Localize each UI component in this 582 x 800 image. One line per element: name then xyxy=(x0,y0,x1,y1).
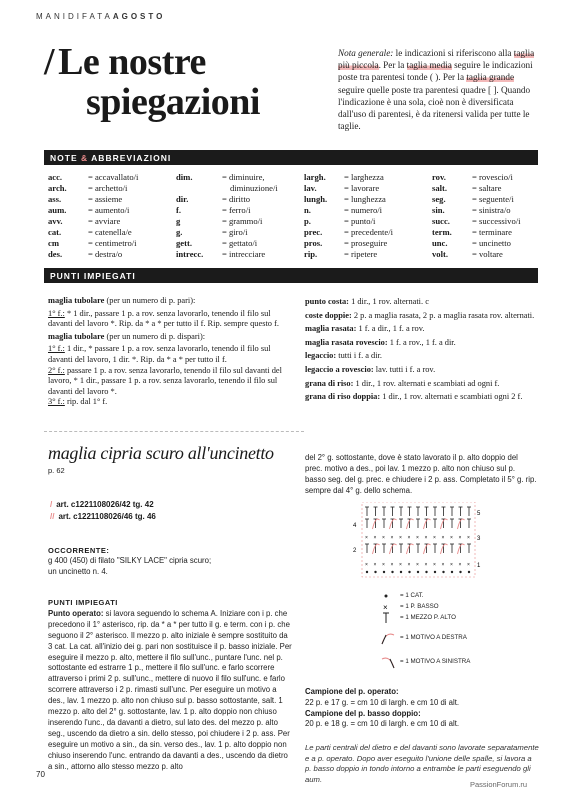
row-label: 1° f.: xyxy=(48,344,65,354)
highlight-small-size: taglia più piccola xyxy=(338,48,535,71)
general-text-2: . Per la xyxy=(378,60,407,71)
tubolare-odd-row3 xyxy=(48,397,288,408)
abbreviation-value: = aumento/i xyxy=(88,205,130,215)
abbreviation-row xyxy=(48,238,138,249)
abbreviation-row xyxy=(432,172,521,183)
stitch-name: punto costa: xyxy=(305,297,349,306)
motif-symbol xyxy=(373,544,380,554)
gauge-1-label: Campione del p. operato: xyxy=(305,687,399,696)
abbreviation-key: seg. xyxy=(432,194,446,204)
stitch-instruction: 1 dir., 1 rov. alternati e scambiati ogni 2 f. xyxy=(380,392,523,402)
general-note xyxy=(338,47,538,132)
abbreviation-value: = diritto xyxy=(222,194,251,204)
single-crochet-symbol: × xyxy=(382,562,385,568)
chart-row-label: 4 xyxy=(353,523,357,529)
notes-bar-text-a: NOTE xyxy=(50,153,81,163)
stitch-name: grana di riso: xyxy=(305,378,354,388)
abbreviation-key: dir. xyxy=(176,194,189,204)
stitch-name: maglia rasata rovescio: xyxy=(305,337,388,347)
legend-label: = 1 P. BASSO xyxy=(400,603,439,610)
chain-symbol xyxy=(468,571,470,573)
abbreviation-key: arch. xyxy=(48,183,67,193)
single-crochet-symbol: × xyxy=(399,535,402,541)
row-label: 1° f.: xyxy=(48,308,65,318)
materials-yarn: g 400 (450) di filato "SILKY LACE" cipria scuro; xyxy=(48,556,212,566)
row-label: 2° f.: xyxy=(48,365,65,375)
abbreviation-key: g xyxy=(176,216,181,226)
abbreviation-key: g. xyxy=(176,227,183,237)
single-crochet-symbol: × xyxy=(365,562,368,568)
abbreviation-value: = numero/i xyxy=(344,205,383,215)
chain-symbol xyxy=(425,571,427,573)
single-crochet-symbol: × xyxy=(407,562,411,568)
title-line-2: spiegazioni xyxy=(86,81,260,123)
abbr-column-3 xyxy=(304,172,393,260)
chart-row-label: 2 xyxy=(353,548,357,554)
single-crochet-symbol: × xyxy=(450,535,453,541)
abbreviation-value: = catenella/e xyxy=(88,227,132,237)
punti-right-column xyxy=(305,296,537,405)
gauge-block xyxy=(305,687,537,730)
legend-label: = 1 MOTIVO A DESTRA xyxy=(400,634,467,641)
abbreviation-value: = terminare xyxy=(472,227,512,237)
header-brand: MANIDIFATA xyxy=(36,12,113,21)
abbreviation-value: = ferro/i xyxy=(222,205,251,215)
stitch-definition xyxy=(305,323,537,335)
abbreviation-row xyxy=(48,172,138,183)
abbreviation-value: = gettato/i xyxy=(222,238,258,248)
single-crochet-symbol: × xyxy=(390,562,394,568)
abbreviation-key: term. xyxy=(432,227,452,237)
stitch-instruction: 1 f. a dir., 1 f. a rov. xyxy=(356,324,425,334)
motif-symbol xyxy=(373,519,380,529)
tubolare-even-sub: (per un numero di p. pari): xyxy=(104,296,196,305)
general-text-3: seguire le indicazioni poste tra parentesi tonde ( ). Per la xyxy=(338,60,533,83)
legend-label: = 1 CAT. xyxy=(400,592,424,599)
project-title: maglia cipria scuro all'uncinetto xyxy=(48,443,274,463)
notes-bar-ampersand: & xyxy=(80,153,89,163)
size-marker-1: / xyxy=(50,500,53,509)
motif-symbol xyxy=(407,519,414,529)
abbreviation-key: rip. xyxy=(304,249,318,259)
abbreviation-value: = diminuire, xyxy=(222,172,265,182)
tubolare-odd xyxy=(48,332,288,343)
abbreviation-value: = precedente/i xyxy=(344,227,393,237)
single-crochet-symbol: × xyxy=(373,535,377,541)
single-crochet-symbol: × xyxy=(390,535,394,541)
header-month: AGOSTO xyxy=(112,12,166,21)
tubolare-even-title: maglia tubolare xyxy=(48,296,105,305)
row-text: rip. dal 1° f. xyxy=(64,397,108,407)
abbreviation-row xyxy=(304,227,393,238)
stitch-instruction: 1 dir., 1 rov. alternati. c xyxy=(348,297,429,306)
tubolare-even-row1 xyxy=(48,309,288,330)
stitch-definition xyxy=(305,310,537,322)
materials-block xyxy=(48,546,288,577)
abbreviation-row xyxy=(432,238,521,249)
motif-symbol xyxy=(424,544,431,554)
abbreviation-value: = destra/o xyxy=(88,249,123,259)
chain-symbol xyxy=(442,571,444,573)
abbreviation-key: acc. xyxy=(48,172,63,182)
row-label: 3° f.: xyxy=(48,397,65,407)
article-code-2: art. c1221108026/46 tg. 46 xyxy=(58,512,156,521)
abbreviation-row xyxy=(176,216,278,227)
chain-symbol xyxy=(366,571,368,573)
article-code-1: art. c1221108026/42 tg. 42 xyxy=(56,500,154,509)
abbreviation-key: avv. xyxy=(48,216,63,226)
abbreviation-row xyxy=(432,194,521,205)
punti-bar xyxy=(44,268,538,283)
abbreviation-row xyxy=(48,249,138,260)
chain-symbol xyxy=(374,571,376,573)
row-text: * 1 dir., passare 1 p. a rov. senza lavorarlo, tenendo il filo sul davanti del lavoro *. Rip. da * a * per tutto il f. Rip. sempre questo f. xyxy=(48,308,279,329)
highlight-large-size: taglia grande xyxy=(466,72,515,83)
single-crochet-symbol: × xyxy=(467,535,470,541)
stitch-instruction: 2 p. a maglia rasata, 2 p. a maglia rasata rov. alternati. xyxy=(351,310,535,320)
abbreviation-key: prec. xyxy=(304,227,323,237)
abbr-column-1 xyxy=(48,172,138,260)
single-crochet-symbol: × xyxy=(424,535,428,541)
gauge-1-value: 22 p. e 17 g. = cm 10 di largh. e cm 10 di alt. xyxy=(305,697,460,707)
legend-item xyxy=(380,611,456,625)
single-crochet-symbol: × xyxy=(399,562,402,568)
abbreviation-row xyxy=(176,194,278,205)
motif-symbol xyxy=(424,519,431,529)
single-crochet-symbol: × xyxy=(433,562,436,568)
page-title xyxy=(44,42,294,122)
abbreviation-key: lav. xyxy=(304,183,317,193)
abbreviation-row xyxy=(176,205,278,216)
t-stitch-icon xyxy=(380,611,398,625)
watermark: PassionForum.ru xyxy=(470,780,528,789)
punto-operato-body: si lavora seguendo lo schema A. Iniziare con i p. che precedono il 1° asterisco, rip. da * a * per tutto il g. e term. con i p. che seguono il 2° asterisco. Il mezzo p. alto iniziale è sempre sostituito da 3 cat. La cat. all'inizio dei g. pari non sostituisce il p. basso iniziale. Per eseguire il mezzo p. alto, mettere il filo sull'unc., puntare l'unc. nel p. sottostante ed estrarre 1 p., mettere il filo sull'unc. e farlo scorrere attraverso i primi 2 p. sull'unc., mettere di nuovo il filo sull'unc. e farlo scorrere attraverso i 2 p. rimasti sull'unc. Per eseguire un motivo a des., lav. 1 mezzo p. alto non chiuso sul p. basso sottostante, salt. 1 mezzo p. alto del 2° g. sottostante, lav. 1 p. alto doppio non chiuso inserendo l'unc., da davanti a dietro, sul lato des. del mezzo p. alto seg., uscendo da dietro a sin. dello stesso, poi chiudere i 2 p. ass. Per eseguire un motivo a sin., da sin. verso des., lav. 1 p. alto doppio non chiuso inserendo l'unc. entrando da davanti a des., uscendo da dietro a sin., attorno allo stesso mezzo p. alto xyxy=(48,608,292,771)
abbr-column-4 xyxy=(432,172,521,260)
single-crochet-symbol: × xyxy=(407,535,411,541)
assembly-note: Le parti centrali del dietro e del davanti sono lavorate separatamente e a p. operato. Dopo aver eseguito l'unione delle spalle, si lavora a p. basso doppio in tondo intorno a entrambe le parti eseguendo gli aum. xyxy=(305,743,539,784)
single-crochet-symbol: × xyxy=(467,562,470,568)
abbreviation-row xyxy=(48,205,138,216)
abbreviation-row xyxy=(176,227,278,238)
abbreviation-value: = saltare xyxy=(472,183,502,193)
chain-symbol xyxy=(451,571,453,573)
punto-operato-label: Punto operato: xyxy=(48,608,104,618)
project-page-ref: p. 62 xyxy=(48,466,65,475)
abbreviation-row xyxy=(304,183,393,194)
abbreviation-key: ass. xyxy=(48,194,62,204)
abbreviation-key: rov. xyxy=(432,172,446,182)
single-crochet-symbol: × xyxy=(424,562,428,568)
chain-symbol xyxy=(408,571,410,573)
stitch-definition xyxy=(305,337,537,349)
abbreviation-row xyxy=(432,216,521,227)
motif-symbol xyxy=(441,544,448,554)
tubolare-odd-row1 xyxy=(48,344,288,365)
materials-hook: un uncinetto n. 4. xyxy=(48,566,108,576)
general-note-label: Nota generale: xyxy=(338,48,394,58)
article-size-42 xyxy=(50,500,154,509)
abbreviation-key: largh. xyxy=(304,172,326,182)
left-stitch-icon xyxy=(380,655,398,669)
motif-symbol xyxy=(441,519,448,529)
chain-symbol xyxy=(391,571,393,573)
abbreviation-key: unc. xyxy=(432,238,448,248)
motif-symbol xyxy=(458,544,465,554)
gauge-2-value: 20 p. e 18 g. = cm 10 di largh. e cm 10 di alt. xyxy=(305,719,460,729)
stitch-instruction: lav. tutti i f. a rov. xyxy=(373,364,436,374)
single-crochet-symbol: × xyxy=(382,535,385,541)
stitch-name: legaccio a rovescio: xyxy=(305,364,374,374)
article-size-46 xyxy=(50,512,156,521)
chart-row-label: 5 xyxy=(477,511,481,517)
stitch-chart-diagram xyxy=(345,502,495,582)
chain-symbol xyxy=(383,571,385,573)
single-crochet-symbol: × xyxy=(441,535,445,541)
chart-row-label: 3 xyxy=(477,536,481,542)
abbreviation-row xyxy=(432,249,521,260)
gauge-2-label: Campione del p. basso doppio: xyxy=(305,708,421,718)
tubolare-odd-row2 xyxy=(48,366,288,398)
abbreviation-key: cm xyxy=(48,238,59,248)
stitch-definition xyxy=(305,391,537,403)
abbreviation-row xyxy=(48,194,138,205)
abbreviation-row xyxy=(176,249,278,260)
stitch-instruction: 1 f. a rov., 1 f. a dir. xyxy=(387,337,456,347)
single-crochet-symbol: × xyxy=(416,562,419,568)
single-crochet-symbol: × xyxy=(441,562,445,568)
motif-symbol xyxy=(458,519,465,529)
punti-left-column xyxy=(48,296,288,410)
section-divider xyxy=(44,431,304,432)
legend-label: = 1 MOTIVO A SINISTRA xyxy=(400,658,471,665)
abbreviation-key: succ. xyxy=(432,216,450,226)
abbreviation-key: cat. xyxy=(48,227,62,237)
stitch-instruction: tutti i f. a dir. xyxy=(336,351,382,361)
abbreviation-value: = avviare xyxy=(88,216,121,226)
abbreviation-row xyxy=(304,216,393,227)
notes-bar-text-b: ABBREVIAZIONI xyxy=(88,153,172,163)
chain-symbol xyxy=(459,571,461,573)
magazine-header xyxy=(36,12,165,21)
chain-symbol xyxy=(434,571,436,573)
abbreviation-value: = archetto/i xyxy=(88,183,128,193)
abbreviation-key: aum. xyxy=(48,205,67,215)
motif-symbol xyxy=(407,544,414,554)
abbreviation-value: = uncinetto xyxy=(472,238,511,248)
abbreviation-value: = assieme xyxy=(88,194,123,204)
abbreviation-row xyxy=(432,227,521,238)
legend-item xyxy=(380,631,467,645)
abbreviation-row xyxy=(48,227,138,238)
abbreviation-value: = successivo/i xyxy=(472,216,521,226)
abbreviation-value: = giro/i xyxy=(222,227,248,237)
tubolare-odd-title: maglia tubolare xyxy=(48,331,105,341)
stitch-instruction: 1 dir., 1 rov. alternati e scambiati ad ogni f. xyxy=(353,378,500,388)
abbreviation-key: p. xyxy=(304,216,311,226)
abbreviation-value: = sinistra/o xyxy=(472,205,511,215)
abbreviation-key: f. xyxy=(176,205,182,215)
single-crochet-symbol: × xyxy=(458,535,462,541)
stitch-definition xyxy=(305,350,537,362)
abbreviation-key: pros. xyxy=(304,238,323,248)
abbreviation-row xyxy=(304,249,393,260)
single-crochet-symbol: × xyxy=(373,562,377,568)
abbreviation-value: = voltare xyxy=(472,249,503,259)
notes-bar xyxy=(44,150,538,165)
stitch-name: grana di riso doppia: xyxy=(305,392,381,402)
row-text: passare 1 p. a rov. senza lavorarlo, tenendo il filo sul davanti del lavoro, * 1 dir., passare 1 p. a rov. senza lavorarlo, tenendo il filo sul davanti del lavoro *. xyxy=(48,365,282,396)
title-slash: / xyxy=(44,41,55,83)
abbreviation-row xyxy=(48,183,138,194)
svg-text:×: × xyxy=(383,603,388,612)
abbreviation-value: = lavorare xyxy=(344,183,380,193)
abbreviation-value: = larghezza xyxy=(344,172,384,182)
abbreviation-key: salt. xyxy=(432,183,448,193)
abbreviation-value: = punto/i xyxy=(344,216,376,226)
title-line-1: Le nostre xyxy=(58,41,206,83)
tubolare-odd-sub: (per un numero di p. dispari): xyxy=(104,331,206,341)
abbreviation-value: = accavallato/i xyxy=(88,172,139,182)
abbreviation-key xyxy=(176,183,222,194)
general-text-1: le indicazioni si riferiscono alla xyxy=(393,48,514,58)
abbreviation-value: = proseguire xyxy=(344,238,388,248)
single-crochet-symbol: × xyxy=(458,562,462,568)
single-crochet-symbol: × xyxy=(365,535,368,541)
abbreviation-row xyxy=(304,194,393,205)
abbreviation-value: = lunghezza xyxy=(344,194,386,204)
abbreviation-value: = centimetro/i xyxy=(88,238,137,248)
abbreviation-key: des. xyxy=(48,249,63,259)
single-crochet-symbol: × xyxy=(450,562,453,568)
abbreviation-row xyxy=(432,205,521,216)
materials-title: OCCORRENTE: xyxy=(48,546,110,555)
legend-label: = 1 MEZZO P. ALTO xyxy=(400,614,456,621)
abbr-column-2 xyxy=(176,172,278,260)
abbreviation-key: gett. xyxy=(176,238,192,248)
single-crochet-symbol: × xyxy=(416,535,419,541)
abbreviation-key: volt. xyxy=(432,249,448,259)
chain-symbol xyxy=(417,571,419,573)
abbreviation-row xyxy=(304,172,393,183)
stitch-definition xyxy=(305,364,537,376)
legend-item xyxy=(380,655,470,669)
punti-bar-text: PUNTI IMPIEGATI xyxy=(50,271,136,281)
abbreviation-row xyxy=(432,183,521,194)
abbreviation-row xyxy=(176,172,278,183)
stitch-name: legaccio: xyxy=(305,351,337,361)
right-stitch-icon xyxy=(380,631,398,645)
general-text-4: seguire quelle poste tra parentesi quadre [ ]. Quando l'indicazione è una sola, cioè non è diversificata dall'uso di parentesi, è da ritenersi valida per tutte le taglie. xyxy=(338,84,531,132)
highlight-medium-size: taglia media xyxy=(406,60,452,71)
abbreviation-key: intrecc. xyxy=(176,249,204,259)
motif-symbol xyxy=(390,519,397,529)
abbreviation-key: sin. xyxy=(432,205,445,215)
abbreviation-row xyxy=(176,238,278,249)
stitch-definition xyxy=(305,296,537,308)
stitch-definition xyxy=(305,378,537,390)
size-marker-2: // xyxy=(50,512,55,521)
abbreviation-key: n. xyxy=(304,205,311,215)
abbreviation-row xyxy=(304,238,393,249)
stitch-name: coste doppie: xyxy=(305,310,352,320)
motif-symbol xyxy=(390,544,397,554)
tubolare-even xyxy=(48,296,288,307)
abbreviation-value: = grammo/i xyxy=(222,216,263,226)
instructions-continued: del 2° g. sottostante, dove è stato lavorato il p. alto doppio del prec. motivo a des., poi lav. 1 mezzo p. alto non chiuso sul p. basso seg. del g. prec. e chiudere i 2 p. ass. Completato il 5° g. rip. sempre dal 4° g. dello schema. xyxy=(305,453,537,495)
abbreviation-row xyxy=(304,205,393,216)
chain-symbol xyxy=(400,571,402,573)
chart-row-label: 1 xyxy=(477,563,481,569)
abbreviation-value: = rovescio/i xyxy=(472,172,513,182)
row-text: 1 dir., * passare 1 p. a rov. senza lavorarlo, tenendo il filo sul davanti del lavoro, 1 dir. *. Rip. da * a * per tutto il f. xyxy=(48,344,271,364)
abbreviation-value: = ripetere xyxy=(344,249,378,259)
abbreviation-row xyxy=(48,216,138,227)
page-number: 70 xyxy=(36,770,45,779)
stitch-name: maglia rasata: xyxy=(305,324,357,334)
project-stitches-title: PUNTI IMPIEGATI xyxy=(48,598,118,607)
abbreviation-value: = intrecciare xyxy=(222,249,266,259)
abbreviation-value: = seguente/i xyxy=(472,194,514,204)
single-crochet-symbol: × xyxy=(433,535,436,541)
abbreviation-key: lungh. xyxy=(304,194,328,204)
project-stitches xyxy=(48,598,293,773)
abbreviation-value: diminuzione/i xyxy=(230,183,278,193)
abbreviation-row xyxy=(176,183,278,194)
abbreviation-key: dim. xyxy=(176,172,193,182)
punto-operato-text xyxy=(48,609,293,773)
